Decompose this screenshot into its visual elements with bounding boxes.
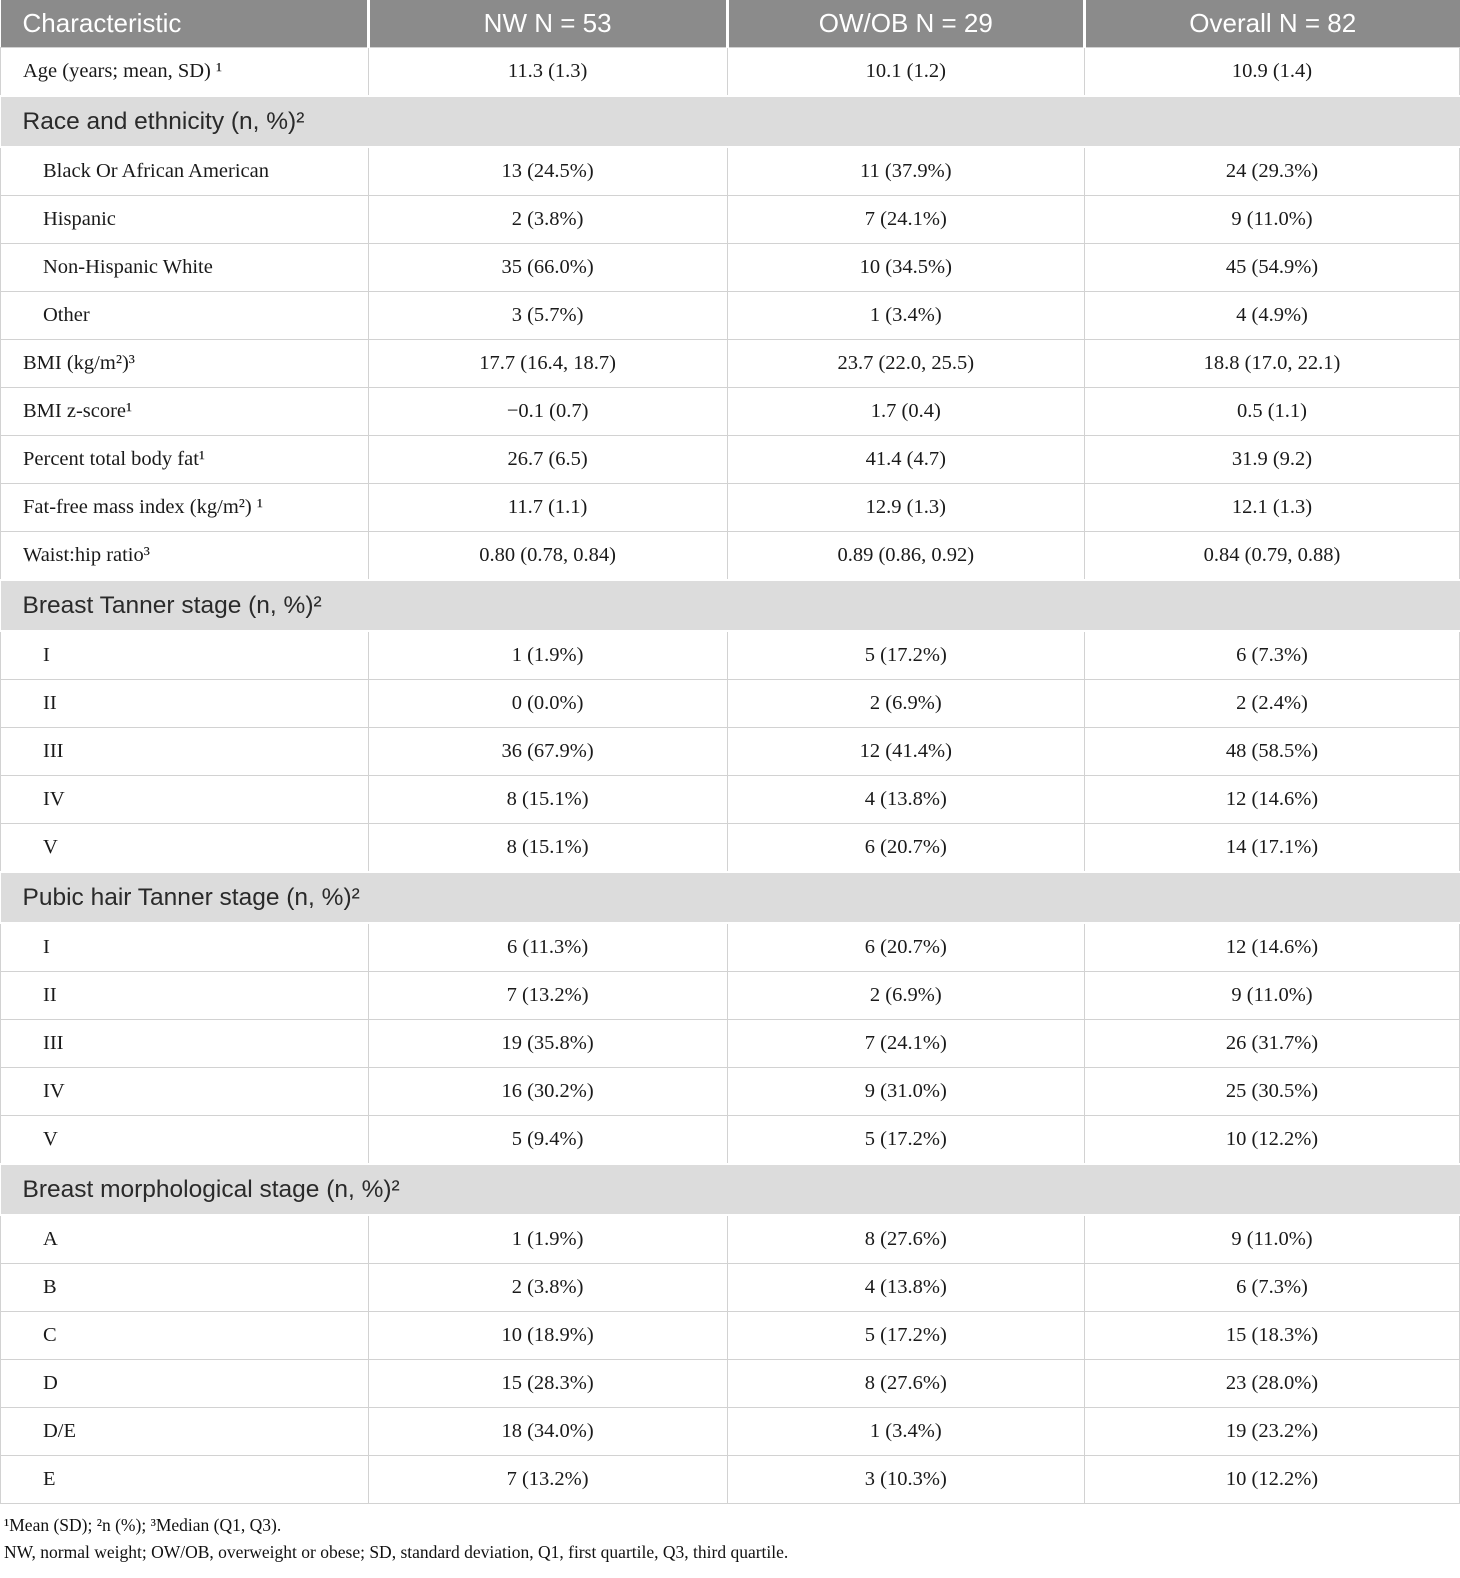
- table-row: [1, 388, 1460, 436]
- value-cell: 10.1 (1.2): [727, 48, 1084, 97]
- row-label: Other: [1, 292, 369, 340]
- table-row: [1, 776, 1460, 824]
- table-row: [1, 1116, 1460, 1165]
- value-cell: 25 (30.5%): [1085, 1068, 1460, 1116]
- value-cell: 10 (18.9%): [368, 1312, 727, 1360]
- section-header-label: Race and ethnicity (n, %)²: [1, 96, 1460, 147]
- value-cell: 23.7 (22.0, 25.5): [727, 340, 1084, 388]
- footnote-abbreviations: NW, normal weight; OW/OB, overweight or obese; SD, standard deviation, Q1, first quartile, Q3, third quartile.: [4, 1542, 789, 1563]
- value-cell: 12 (41.4%): [727, 728, 1084, 776]
- row-label: A: [1, 1215, 369, 1264]
- section-header-label: Pubic hair Tanner stage (n, %)²: [1, 872, 1460, 923]
- column-header-characteristic: Characteristic: [1, 0, 369, 48]
- row-label: V: [1, 824, 369, 873]
- value-cell: 16 (30.2%): [368, 1068, 727, 1116]
- row-label: Non-Hispanic White: [1, 244, 369, 292]
- table-row: [1, 1215, 1460, 1264]
- column-header-overall: Overall N = 82: [1085, 0, 1460, 48]
- row-label: Percent total body fat¹: [1, 436, 369, 484]
- value-cell: 4 (13.8%): [727, 1264, 1084, 1312]
- value-cell: 23 (28.0%): [1085, 1360, 1460, 1408]
- table-row: [1, 631, 1460, 680]
- table-row: [1, 48, 1460, 97]
- value-cell: 6 (7.3%): [1085, 631, 1460, 680]
- value-cell: 12.9 (1.3): [727, 484, 1084, 532]
- row-label: C: [1, 1312, 369, 1360]
- value-cell: 0.80 (0.78, 0.84): [368, 532, 727, 581]
- value-cell: 31.9 (9.2): [1085, 436, 1460, 484]
- value-cell: 0.89 (0.86, 0.92): [727, 532, 1084, 581]
- value-cell: 6 (20.7%): [727, 824, 1084, 873]
- value-cell: 7 (13.2%): [368, 972, 727, 1020]
- table-row: [1, 1312, 1460, 1360]
- value-cell: 7 (24.1%): [727, 196, 1084, 244]
- value-cell: 6 (20.7%): [727, 923, 1084, 972]
- value-cell: 1 (3.4%): [727, 1408, 1084, 1456]
- value-cell: 5 (17.2%): [727, 631, 1084, 680]
- value-cell: 24 (29.3%): [1085, 147, 1460, 196]
- value-cell: 9 (11.0%): [1085, 196, 1460, 244]
- table-row: [1, 484, 1460, 532]
- value-cell: 8 (27.6%): [727, 1215, 1084, 1264]
- value-cell: 19 (23.2%): [1085, 1408, 1460, 1456]
- footnote-symbols: ¹Mean (SD); ²n (%); ³Median (Q1, Q3).: [4, 1515, 282, 1535]
- value-cell: 1 (3.4%): [727, 292, 1084, 340]
- value-cell: 3 (10.3%): [727, 1456, 1084, 1504]
- value-cell: 0.5 (1.1): [1085, 388, 1460, 436]
- row-label: IV: [1, 1068, 369, 1116]
- row-label: I: [1, 631, 369, 680]
- value-cell: 6 (11.3%): [368, 923, 727, 972]
- value-cell: 36 (67.9%): [368, 728, 727, 776]
- row-label: B: [1, 1264, 369, 1312]
- table-row: [1, 1360, 1460, 1408]
- row-label: III: [1, 1020, 369, 1068]
- value-cell: 11.7 (1.1): [368, 484, 727, 532]
- value-cell: 17.7 (16.4, 18.7): [368, 340, 727, 388]
- table-row: [1, 147, 1460, 196]
- value-cell: 45 (54.9%): [1085, 244, 1460, 292]
- value-cell: 12 (14.6%): [1085, 923, 1460, 972]
- table-row: [1, 972, 1460, 1020]
- table-row: [1, 1068, 1460, 1116]
- section-header-row: [1, 872, 1460, 923]
- value-cell: 5 (9.4%): [368, 1116, 727, 1165]
- row-label: D/E: [1, 1408, 369, 1456]
- value-cell: 10 (12.2%): [1085, 1456, 1460, 1504]
- column-header-nw: NW N = 53: [368, 0, 727, 48]
- table-row: [1, 1020, 1460, 1068]
- value-cell: 4 (4.9%): [1085, 292, 1460, 340]
- table-row: [1, 923, 1460, 972]
- table-footnotes: [0, 1504, 1460, 1566]
- value-cell: 19 (35.8%): [368, 1020, 727, 1068]
- table-row: [1, 824, 1460, 873]
- row-label: III: [1, 728, 369, 776]
- table-header: [1, 0, 1460, 48]
- section-header-row: [1, 580, 1460, 631]
- value-cell: 10 (34.5%): [727, 244, 1084, 292]
- value-cell: 10.9 (1.4): [1085, 48, 1460, 97]
- table-body: [1, 48, 1460, 1504]
- row-label: IV: [1, 776, 369, 824]
- value-cell: 2 (6.9%): [727, 972, 1084, 1020]
- value-cell: 9 (31.0%): [727, 1068, 1084, 1116]
- value-cell: 10 (12.2%): [1085, 1116, 1460, 1165]
- value-cell: 48 (58.5%): [1085, 728, 1460, 776]
- value-cell: 35 (66.0%): [368, 244, 727, 292]
- table-row: [1, 1456, 1460, 1504]
- row-label: II: [1, 680, 369, 728]
- table-row: [1, 1408, 1460, 1456]
- value-cell: 5 (17.2%): [727, 1116, 1084, 1165]
- section-header-label: Breast morphological stage (n, %)²: [1, 1164, 1460, 1215]
- value-cell: 12.1 (1.3): [1085, 484, 1460, 532]
- value-cell: 13 (24.5%): [368, 147, 727, 196]
- value-cell: 1.7 (0.4): [727, 388, 1084, 436]
- table-row: [1, 196, 1460, 244]
- value-cell: 9 (11.0%): [1085, 1215, 1460, 1264]
- value-cell: 18 (34.0%): [368, 1408, 727, 1456]
- value-cell: 8 (15.1%): [368, 824, 727, 873]
- value-cell: 26 (31.7%): [1085, 1020, 1460, 1068]
- column-header-owob: OW/OB N = 29: [727, 0, 1084, 48]
- table-row: [1, 436, 1460, 484]
- row-label: E: [1, 1456, 369, 1504]
- section-header-label: Breast Tanner stage (n, %)²: [1, 580, 1460, 631]
- value-cell: 1 (1.9%): [368, 1215, 727, 1264]
- row-label: BMI (kg/m²)³: [1, 340, 369, 388]
- value-cell: 14 (17.1%): [1085, 824, 1460, 873]
- row-label: D: [1, 1360, 369, 1408]
- table-row: [1, 244, 1460, 292]
- row-label: Age (years; mean, SD) ¹: [1, 48, 369, 97]
- table-row: [1, 680, 1460, 728]
- row-label: Waist:hip ratio³: [1, 532, 369, 581]
- row-label: Black Or African American: [1, 147, 369, 196]
- value-cell: 18.8 (17.0, 22.1): [1085, 340, 1460, 388]
- value-cell: 41.4 (4.7): [727, 436, 1084, 484]
- value-cell: 2 (6.9%): [727, 680, 1084, 728]
- row-label: Fat-free mass index (kg/m²) ¹: [1, 484, 369, 532]
- value-cell: 8 (27.6%): [727, 1360, 1084, 1408]
- value-cell: 0.84 (0.79, 0.88): [1085, 532, 1460, 581]
- table-row: [1, 1264, 1460, 1312]
- table-row: [1, 728, 1460, 776]
- value-cell: 7 (13.2%): [368, 1456, 727, 1504]
- table-header-row: [1, 0, 1460, 48]
- value-cell: 8 (15.1%): [368, 776, 727, 824]
- value-cell: 6 (7.3%): [1085, 1264, 1460, 1312]
- row-label: V: [1, 1116, 369, 1165]
- value-cell: 3 (5.7%): [368, 292, 727, 340]
- row-label: BMI z-score¹: [1, 388, 369, 436]
- value-cell: 2 (3.8%): [368, 196, 727, 244]
- value-cell: 12 (14.6%): [1085, 776, 1460, 824]
- value-cell: 2 (3.8%): [368, 1264, 727, 1312]
- value-cell: 9 (11.0%): [1085, 972, 1460, 1020]
- value-cell: 5 (17.2%): [727, 1312, 1084, 1360]
- section-header-row: [1, 96, 1460, 147]
- value-cell: 11.3 (1.3): [368, 48, 727, 97]
- value-cell: 7 (24.1%): [727, 1020, 1084, 1068]
- row-label: Hispanic: [1, 196, 369, 244]
- value-cell: 1 (1.9%): [368, 631, 727, 680]
- value-cell: 26.7 (6.5): [368, 436, 727, 484]
- value-cell: 15 (28.3%): [368, 1360, 727, 1408]
- table-row: [1, 532, 1460, 581]
- value-cell: 15 (18.3%): [1085, 1312, 1460, 1360]
- value-cell: 11 (37.9%): [727, 147, 1084, 196]
- value-cell: 4 (13.8%): [727, 776, 1084, 824]
- table-row: [1, 292, 1460, 340]
- value-cell: −0.1 (0.7): [368, 388, 727, 436]
- section-header-row: [1, 1164, 1460, 1215]
- value-cell: 2 (2.4%): [1085, 680, 1460, 728]
- row-label: I: [1, 923, 369, 972]
- value-cell: 0 (0.0%): [368, 680, 727, 728]
- table-row: [1, 340, 1460, 388]
- row-label: II: [1, 972, 369, 1020]
